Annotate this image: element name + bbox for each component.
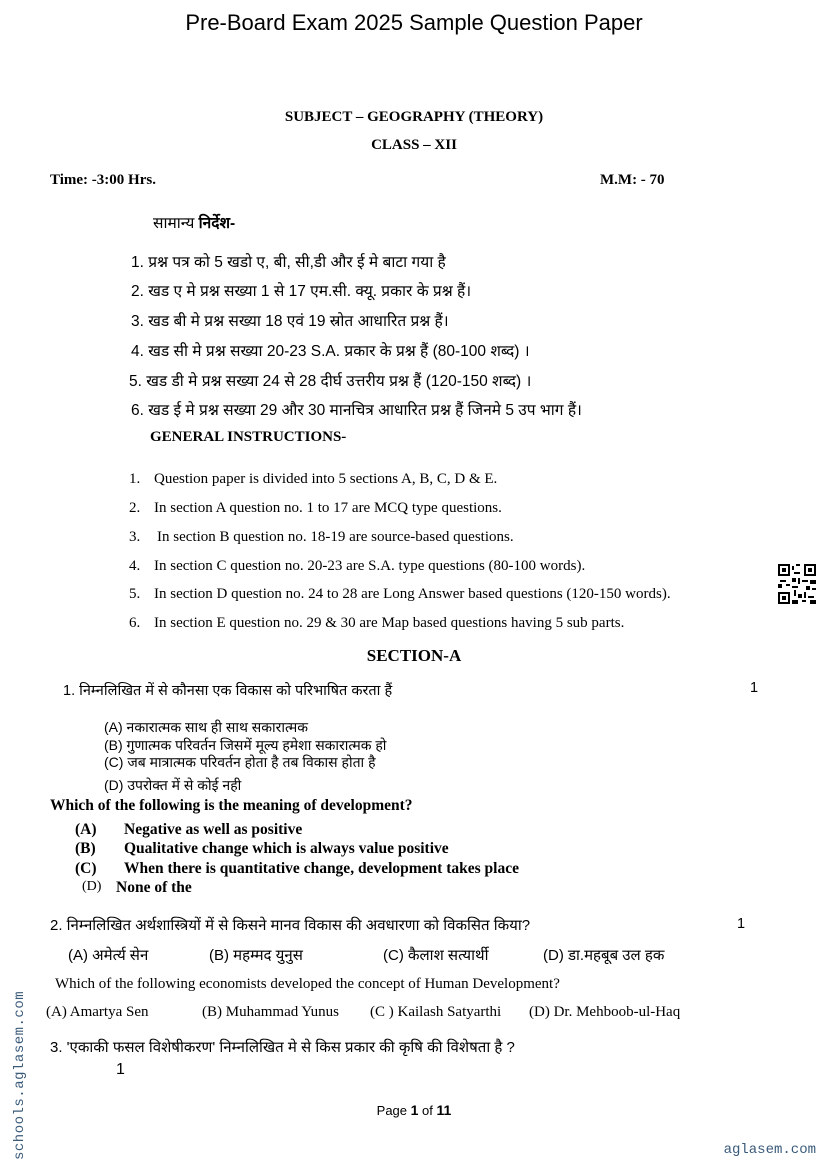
q3-marks: 1 <box>116 1061 125 1078</box>
instruction-text: In section B question no. 18-19 are source-based questions. <box>157 529 514 545</box>
hindi-instruction-item: 5. खड डी मे प्रश्न सख्या 24 से 28 दीर्घ उत्तरीय प्रश्न हैं (120-150 शब्द) । <box>129 373 532 390</box>
q1-option-label: (A) <box>75 821 97 838</box>
q1-marks: 1 <box>750 680 759 696</box>
qr-code-icon <box>778 564 816 604</box>
q2-english-option: (B) Muhammad Yunus <box>202 1004 339 1020</box>
q1-hindi-text: 1. निम्नलिखित में से कौनसा एक विकास को परिभाषित करता हैं <box>63 683 393 699</box>
hindi-instruction-item: 3. खड बी मे प्रश्न सख्या 18 एवं 19 स्रोत आधारित प्रश्न हैं। <box>131 313 449 330</box>
hindi-instruction-item: 6. खड ई मे प्रश्न सख्या 29 और 30 मानचित्र आधारित प्रश्न हैं जिनमे 5 उप भाग हैं। <box>131 402 582 419</box>
q1-option-text: None of the <box>116 879 192 896</box>
page-total: 11 <box>436 1102 452 1118</box>
q1-option-text: Negative as well as positive <box>124 821 303 838</box>
time-label: Time: -3:00 Hrs. <box>50 172 156 188</box>
instruction-text: In section C question no. 20-23 are S.A. type questions (80-100 words). <box>154 558 586 574</box>
general-instructions-title: GENERAL INSTRUCTIONS- <box>150 429 347 445</box>
banner-title: Pre-Board Exam 2025 Sample Question Paper <box>185 10 643 35</box>
instruction-number: 2. <box>129 500 141 516</box>
q1-option-text: When there is quantitative change, development takes place <box>124 860 519 877</box>
q1-option-label: (D) <box>82 879 102 894</box>
hindi-instructions-title <box>153 211 235 233</box>
q2-marks: 1 <box>737 916 746 932</box>
page-number <box>0 1102 828 1118</box>
q1-option-label: (B) <box>75 840 96 857</box>
instruction-text: Question paper is divided into 5 sections A, B, C, D & E. <box>154 471 498 487</box>
section-a-heading: SECTION-A <box>366 646 462 665</box>
hindi-instruction-item: 4. खड सी मे प्रश्न सख्या 20-23 S.A. प्रकार के प्रश्न हैं (80-100 शब्द) । <box>131 343 530 360</box>
page-current: 1 <box>410 1102 419 1118</box>
q2-hindi-option: (B) महम्मद युनुस <box>209 947 303 964</box>
instruction-text: In section D question no. 24 to 28 are Long Answer based questions (120-150 words). <box>154 586 671 602</box>
q2-english-option: (C ) Kailash Satyarthi <box>370 1004 502 1020</box>
instruction-number: 5. <box>129 586 141 602</box>
instruction-number: 6. <box>129 615 141 631</box>
q2-english-option: (A) Amartya Sen <box>46 1004 149 1020</box>
q2-hindi-option: (D) डा.महबूब उल हक <box>543 947 665 964</box>
q1-english-text: Which of the following is the meaning of development? <box>50 797 413 814</box>
q2-hindi-option: (A) अमेर्त्य सेन <box>68 947 149 964</box>
instruction-number: 3. <box>129 529 141 545</box>
q2-hindi-text: 2. निम्नलिखित अर्थशास्त्रियों में से किसने मानव विकास की अवधारणा को विकसित किया? <box>50 917 531 934</box>
side-watermark: schools.aglasem.com <box>12 990 28 1160</box>
q1-hindi-option: (D) उपरोक्त में से कोई नही <box>104 777 242 793</box>
q1-option-label: (C) <box>75 860 97 877</box>
q3-hindi-text: 3. 'एकाकी फसल विशेषीकरण' निम्नलिखित मे से किस प्रकार की कृषि की विशेषता है ? <box>50 1039 515 1056</box>
q1-hindi-option: (B) गुणात्मक परिवर्तन जिसमें मूल्य हमेशा सकारात्मक हो <box>104 737 387 753</box>
instruction-text: In section A question no. 1 to 17 are MCQ type questions. <box>154 500 502 516</box>
max-marks-label: M.M: - 70 <box>600 172 665 188</box>
subject-heading: SUBJECT – GEOGRAPHY (THEORY) <box>284 109 544 125</box>
q2-hindi-option: (C) कैलाश सत्यार्थी <box>383 947 489 964</box>
hindi-instruction-item: 2. खड ए मे प्रश्न सख्या 1 से 17 एम.सी. क्यू. प्रकार के प्रश्न हैं। <box>131 283 472 300</box>
hindi-instructions-title-prefix: सामान्य <box>153 215 199 232</box>
page-of: of <box>418 1103 437 1118</box>
bottom-watermark: aglasem.com <box>723 1142 816 1158</box>
q1-hindi-option: (A) नकारात्मक साथ ही साथ सकारात्मक <box>104 719 309 735</box>
hindi-instruction-item: 1. प्रश्न पत्र को 5 खडो ए, बी, सी,डी और ई मे बाटा गया है <box>131 254 446 271</box>
q2-english-option: (D) Dr. Mehboob-ul-Haq <box>529 1004 681 1020</box>
hindi-instructions-title-bold: निर्देश- <box>198 215 236 232</box>
page-prefix: Page <box>376 1103 411 1118</box>
instruction-number: 1. <box>129 471 141 487</box>
instruction-text: In section E question no. 29 & 30 are Map based questions having 5 sub parts. <box>154 615 625 631</box>
q1-hindi-option: (C) जब मात्रात्मक परिवर्तन होता है तब विकास होता है <box>104 754 376 770</box>
instruction-number: 4. <box>129 558 141 574</box>
class-heading: CLASS – XII <box>371 137 457 153</box>
q1-option-text: Qualitative change which is always value positive <box>124 840 449 857</box>
q2-english-text: Which of the following economists developed the concept of Human Development? <box>55 976 560 992</box>
